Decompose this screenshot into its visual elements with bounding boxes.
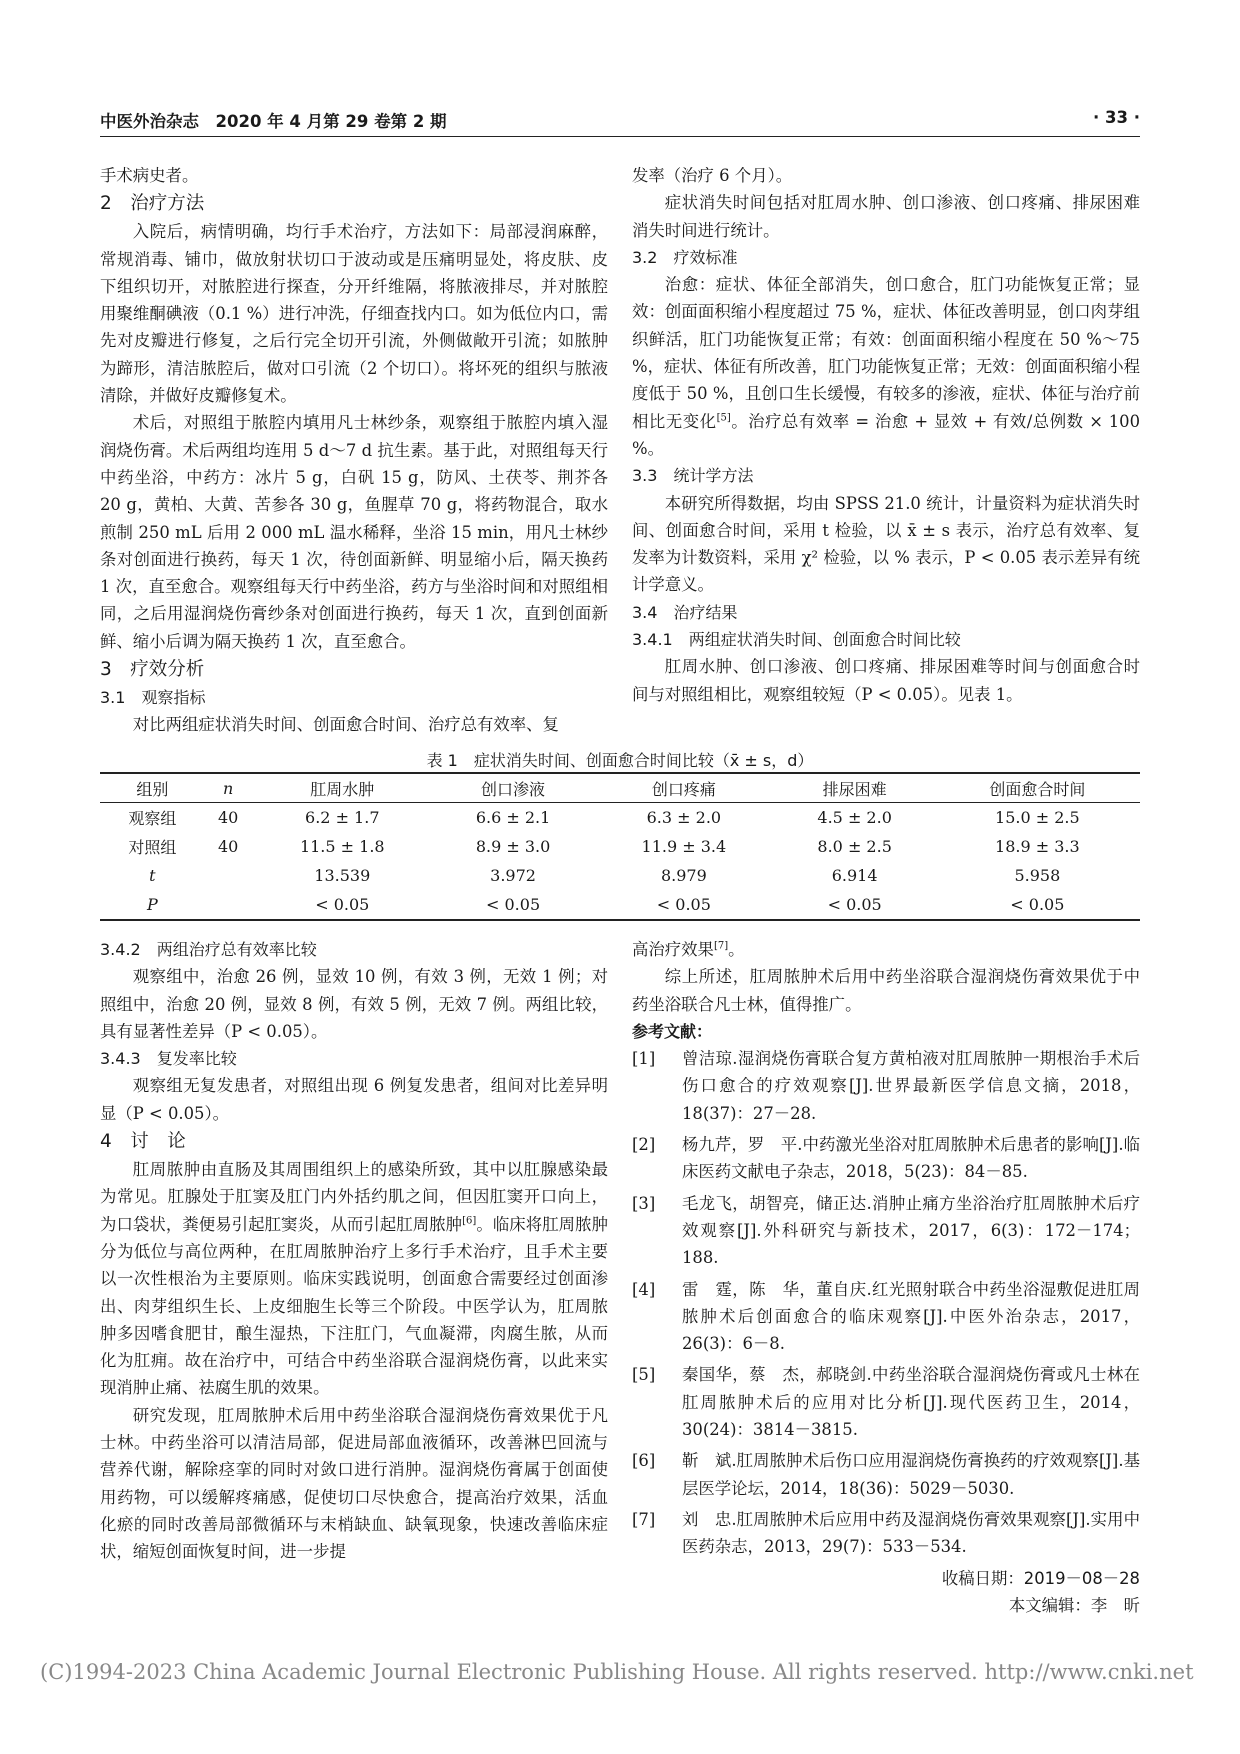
paragraph: 观察组无复发患者，对照组出现 6 例复发患者，组间对比差异明显（P < 0.05）。 (100, 1076, 608, 1123)
reference-text: 秦国华，蔡 杰，郝晓剑.中药坐浴联合湿润烧伤膏或凡士林在肛周脓肿术后的应用对比分析[J].现代医药卫生，2014，30(24)：3814－3815. (682, 1365, 1140, 1440)
column-header: 肛周水肿 (252, 773, 433, 803)
table-cell: 8.9 ± 3.0 (475, 837, 551, 856)
results-table (100, 772, 1140, 921)
paragraph: 综上所述，肛周脓肿术后用中药坐浴联合湿润烧伤膏效果优于中药坐浴联合凡士林，值得推广。 (632, 967, 1140, 1014)
column-header: 创口疼痛 (593, 773, 774, 803)
paragraph: 研究发现，肛周脓肿术后用中药坐浴联合湿润烧伤膏效果优于凡士林。中药坐浴可以清洁局部，促进局部血液循环，改善淋巴回流与营养代谢，解除痉挛的同时对敛口进行消肿。湿润烧伤膏属于创面使用药物，可以缓解疼痛感，促使切口尽快愈合，提高治疗效果，活血化瘀的同时改善局部微循环与末梢缺血、缺氧现象，快速改善临床症状，缩短创面恢复时间，进一步提 (100, 1405, 608, 1562)
reference-item (632, 1131, 1140, 1186)
right-column-bottom (632, 936, 1140, 1619)
paragraph: 症状消失时间包括对肛周水肿、创口渗液、创口疼痛、排尿困难消失时间进行统计。 (632, 193, 1140, 240)
text-run: 。临床将肛周脓肿分为低位与高位两种，在肛周脓肿治疗上多行手术治疗，且手术主要以一次性根治为主要原则。临床实践说明，创面愈合需要经过创面渗出、肉芽组织生长、上皮细胞生长等三个阶段。中医学认为，肛周脓肿多因嗜食肥甘，酿生湿热，下注肛门，气血凝滞，肉腐生脓，从而化为肛痈。故在治疗中，可结合中药坐浴联合湿润烧伤膏，以此来实现消肿止痛、祛腐生肌的效果。 (100, 1214, 608, 1398)
table-cell: 40 (217, 808, 239, 827)
table-cell: 观察组 (128, 809, 177, 828)
left-column-top (100, 162, 608, 739)
table-cell: 6.914 (831, 866, 878, 885)
reference-item (632, 1361, 1140, 1443)
references-heading: 参考文献： (632, 1021, 713, 1041)
reference-text: 曾洁琼.湿润烧伤膏联合复方黄柏液对肛周脓肿一期根治手术后伤口愈合的疗效观察[J].世界最新医学信息文摘，2018，18(37)：27－28. (682, 1049, 1140, 1123)
table-cell: 18.9 ± 3.3 (995, 837, 1080, 856)
reference-number: [4] (632, 1279, 656, 1299)
subsection-heading: 3.4 治疗结果 (632, 602, 738, 622)
table-cell: < 0.05 (252, 890, 433, 920)
reference-item (632, 1276, 1140, 1358)
table-cell: 11.9 ± 3.4 (641, 837, 727, 856)
table-cell: P (100, 890, 205, 920)
reference-item (632, 1447, 1140, 1502)
reference-item (632, 1190, 1140, 1272)
reference-number: [1] (632, 1049, 656, 1069)
section-heading: 2 治疗方法 (100, 193, 205, 215)
column-header: n (205, 773, 252, 803)
paragraph: 对比两组症状消失时间、创面愈合时间、治疗总有效率、复 (132, 715, 559, 735)
citation: [5] (716, 412, 731, 424)
table-cell: 8.0 ± 2.5 (817, 837, 892, 856)
references-list (632, 1045, 1140, 1560)
table-cell: 11.5 ± 1.8 (299, 837, 385, 856)
table-cell: 40 (217, 837, 239, 856)
paragraph: 观察组中，治愈 26 例，显效 10 例，有效 3 例，无效 1 例；对照组中，治愈 20 例，显效 8 例，有效 5 例，无效 7 例。两组比较，具有显著性差异（P < 0.05）。 (100, 967, 608, 1041)
table-cell (205, 890, 252, 920)
paragraph (632, 936, 1140, 963)
table-row (100, 861, 1140, 890)
section-heading: 4 讨 论 (100, 1131, 186, 1153)
subsection-heading: 3.4.3 复发率比较 (100, 1049, 237, 1069)
subsection-heading: 3.4.1 两组症状消失时间、创面愈合时间比较 (632, 630, 961, 650)
table-cell: 8.979 (660, 866, 707, 885)
editor-credit: 本文编辑：李 昕 (1008, 1595, 1140, 1615)
table-cell: 3.972 (490, 866, 536, 885)
table-caption: 表 1 症状消失时间、创面愈合时间比较（x̄ ± s，d） (426, 751, 814, 770)
reference-item (632, 1506, 1140, 1561)
column-header: 创面愈合时间 (935, 773, 1140, 803)
table-cell: 4.5 ± 2.0 (817, 808, 892, 827)
table-cell: t (149, 866, 156, 885)
reference-item (632, 1045, 1140, 1127)
reference-number: [2] (632, 1135, 656, 1155)
table-row (100, 803, 1140, 833)
table-cell: 15.0 ± 2.5 (995, 808, 1080, 827)
reference-number: [6] (632, 1451, 656, 1471)
reference-text: 靳 斌.肛周脓肿术后伤口应用湿润烧伤膏换药的疗效观察[J].基层医学论坛，2014，18(36)：5029－5030. (682, 1451, 1140, 1498)
column-header: 组别 (100, 773, 205, 803)
table-cell (205, 861, 252, 890)
text-run: 。治疗总有效率 = 治愈 + 显效 + 有效/总例数 × 100 %。 (632, 411, 1141, 458)
running-header (100, 108, 1140, 137)
table-row (100, 890, 1140, 920)
page-number: · 33 · (1093, 108, 1140, 127)
table-cell: 13.539 (314, 866, 371, 885)
subsection-heading: 3.3 统计学方法 (632, 466, 754, 486)
subsection-heading: 3.1 观察指标 (100, 688, 206, 708)
citation: [6] (462, 1215, 477, 1227)
paragraph (632, 271, 1140, 462)
received-date: 收稿日期：2019－08－28 (941, 1568, 1140, 1588)
table-cell: 5.958 (1014, 866, 1061, 885)
subsection-heading: 3.2 疗效标准 (632, 247, 738, 267)
left-column-bottom (100, 936, 608, 1566)
text-run: 。 (728, 940, 745, 959)
paragraph: 发率（治疗 6 个月）。 (632, 166, 793, 185)
right-column-top (632, 162, 1140, 708)
column-header: 创口渗液 (433, 773, 593, 803)
reference-number: [5] (632, 1365, 656, 1385)
subsection-heading: 3.4.2 两组治疗总有效率比较 (100, 940, 317, 959)
paragraph: 入院后，病情明确，均行手术治疗，方法如下：局部浸润麻醉，常规消毒、铺巾，做放射状切口于波动或是压痛明显处，将皮肤、皮下组织切开，对脓腔进行探查，分开纤维隔，将脓液排尽，并对脓腔用聚维酮碘液（0.1 %）进行冲洗，仔细查找内口。如为低位内口，需先对皮瓣进行修复，之后行完全切开引流，外侧做敞开引流；如脓肿为蹄形，清洁脓腔后，做对口引流（2 个切口）。将坏死的组织与脓液清除，并做好皮瓣修复术。 (100, 222, 608, 406)
table-row (100, 832, 1140, 861)
reference-number: [7] (632, 1509, 656, 1529)
reference-text: 杨九芹，罗 平.中药激光坐浴对肛周脓肿术后患者的影响[J].临床医药文献电子杂志，2018，5(23)：84－85. (682, 1135, 1140, 1182)
table-cell: 6.2 ± 1.7 (305, 808, 380, 827)
reference-text: 毛龙飞，胡智亮，储正达.消肿止痛方坐浴治疗肛周脓肿术后疗效观察[J].外科研究与新技术，2017，6(3)：172－174；188. (682, 1193, 1140, 1268)
reference-text: 刘 忠.肛周脓肿术后应用中药及湿润烧伤膏效果观察[J].实用中医药杂志，2013，29(7)：533－534. (682, 1509, 1140, 1557)
text-run: 肛周脓肿由直肠及其周围组织上的感染所致，其中以肛腺感染最为常见。肛腺处于肛窦及肛门内外括约肌之间，但因肛窦开口向上，为口袋状，粪便易引起肛窦炎，从而引起肛周脓肿 (100, 1160, 608, 1234)
column-header: 排尿困难 (775, 773, 935, 803)
table-cell: < 0.05 (593, 890, 774, 920)
paragraph: 术后，对照组于脓腔内填用凡士林纱条，观察组于脓腔内填入湿润烧伤膏。术后两组均连用 5 d～7 d 抗生素。基于此，对照组每天行中药坐浴，中药方：冰片 5 g，白矾 15 g，防风、土茯苓、荆芥各 20 g，黄柏、大黄、苦参各 30 g，鱼腥草 70 g，将药物混合，取水煎制 250 mL 后用 2 000 mL 温水稀释，坐浴 15 min，用凡士林纱条对创面进行换药，每天 1 次，待创面新鲜、明显缩小后，隔天换药 1 次，直至愈合。观察组每天行中药坐浴，药方与坐浴时间和对照组相同，之后用湿润烧伤膏纱条对创面进行换药，每天 1 次，直到创面新鲜、缩小后调为隔天换药 1 次，直至愈合。 (100, 413, 608, 651)
table-header-row (100, 773, 1140, 803)
reference-text: 雷 霆，陈 华，董自庆.红光照射联合中药坐浴湿敷促进肛周脓肿术后创面愈合的临床观察[J].中医外治杂志，2017，26(3)：6－8. (682, 1279, 1140, 1354)
paragraph: 肛周水肿、创口渗液、创口疼痛、排尿困难等时间与创面愈合时间与对照组相比，观察组较短（P < 0.05）。见表 1。 (632, 657, 1140, 704)
paragraph (100, 1156, 608, 1402)
reference-number: [3] (632, 1193, 656, 1213)
table-cell: < 0.05 (433, 890, 593, 920)
table-cell: 6.6 ± 2.1 (475, 808, 551, 827)
paragraph: 手术病史者。 (100, 166, 199, 185)
copyright-footer: (C)1994-2023 China Academic Journal Electronic Publishing House. All rights reserved. http://www.cnki.net (40, 1660, 1194, 1684)
text-run: 高治疗效果 (632, 940, 714, 959)
table-cell: < 0.05 (935, 890, 1140, 920)
paragraph: 本研究所得数据，均由 SPSS 21.0 统计，计量资料为症状消失时间、创面愈合时间，采用 t 检验，以 x̄ ± s 表示，治疗总有效率、复发率为计数资料，采用 χ² 检验，以 % 表示，P < 0.05 表示差异有统计学意义。 (632, 493, 1140, 595)
section-heading: 3 疗效分析 (100, 659, 205, 681)
journal-issue: 中医外治杂志 2020 年 4 月第 29 卷第 2 期 (100, 112, 447, 131)
table-cell: < 0.05 (775, 890, 935, 920)
table-cell: 对照组 (128, 838, 177, 857)
table-cell: 6.3 ± 2.0 (646, 808, 722, 827)
text-run: 治愈：症状、体征全部消失，创口愈合，肛门功能恢复正常；显效：创面面积缩小程度超过 75 %，症状、体征改善明显，创口肉芽组织鲜活，肛门功能恢复正常；有效：创面面积缩小程度在 50 %～75 %，症状、体征有所改善，肛门功能恢复正常；无效：创面面积缩小程度低于 50 %，且创口生长缓慢，有较多的渗液，症状、体征与治疗前相比无变化 (632, 275, 1140, 431)
citation: [7] (713, 940, 729, 952)
